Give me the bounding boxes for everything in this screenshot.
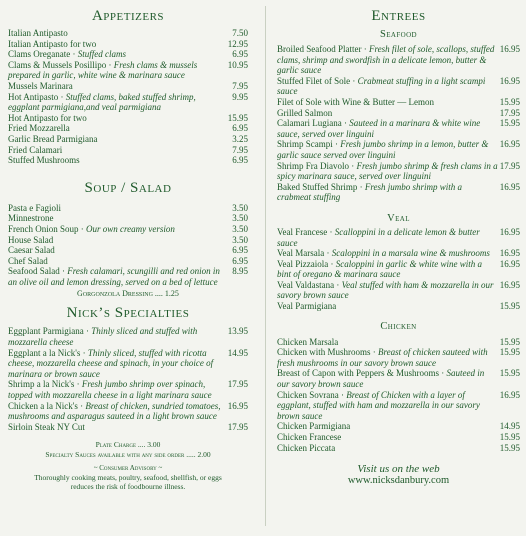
menu-item-price: 3.50: [232, 223, 248, 234]
separator: ·: [334, 279, 342, 290]
menu-item-name: Veal Valdastana: [277, 279, 335, 290]
menu-item: [277, 118, 520, 139]
menu-item-description: Breast of Chicken with a layer of eggplant, stuffed with ham and mozzarella in our savory brown sauce: [277, 389, 480, 421]
menu-item-description: Thinly sliced and stuffed with mozzarella cheese: [8, 326, 198, 348]
separator: ·: [83, 326, 92, 337]
menu-item-price: 16.95: [499, 75, 520, 86]
menu-item-name: Chicken a la Nick's: [8, 400, 78, 411]
menu-item-name: Sirloin Steak NY Cut: [8, 421, 85, 432]
menu-item: [277, 337, 520, 348]
menu-item-name: Caesar Salad: [8, 245, 55, 256]
menu-item: [8, 326, 248, 347]
right-column: [277, 0, 520, 486]
entrees-title: Entrees: [371, 8, 426, 24]
menu-item: [8, 422, 248, 433]
menu-item-price: 3.50: [232, 202, 248, 213]
menu-item-price: 17.95: [499, 160, 520, 171]
separator: ·: [327, 226, 335, 237]
menu-item: [277, 421, 520, 432]
menu-item: [8, 203, 248, 214]
menu-item: [8, 123, 248, 134]
menu-item: [277, 301, 520, 312]
chicken-list: [277, 337, 520, 454]
menu-item-name: Filet of Sole with Wine & Butter — Lemon: [277, 96, 434, 107]
menu-item-name: Chicken with Mushrooms: [277, 347, 371, 358]
separator: ·: [357, 181, 365, 192]
menu-item-description: Our own creamy version: [86, 223, 175, 234]
separator: ·: [328, 258, 336, 269]
menu-item-price: 15.95: [227, 112, 248, 123]
menu-item-name: Shrimp Scampi: [277, 139, 333, 150]
menu-item-price: 16.95: [499, 226, 520, 237]
chicken-title: Chicken: [380, 320, 417, 332]
menu-item-price: 6.95: [232, 255, 248, 266]
menu-item: [8, 28, 248, 39]
gorgonzola-note: Gorgonzola Dressing .... 1.25: [77, 289, 179, 299]
separator: ·: [361, 44, 369, 54]
menu-item: [277, 161, 520, 182]
menu-item-price: 16.95: [499, 248, 520, 259]
menu-item-price: 15.95: [499, 347, 520, 358]
menu-item-price: 16.95: [227, 400, 248, 411]
menu-item: [277, 139, 520, 160]
advisory-text: Thoroughly cooking meats, poultry, seafood, shellfish, or eggs reduces the risk of foodbourne illness.: [34, 473, 222, 492]
specialties-title: Nick’s Specialties: [66, 305, 190, 322]
menu-item: [8, 266, 248, 287]
menu-item-price: 7.50: [232, 28, 248, 38]
menu-item: [8, 245, 248, 256]
menu-item-name: Pasta e Fagioli: [8, 202, 61, 213]
menu-item-price: 6.95: [232, 123, 248, 134]
menu-item-price: 15.95: [499, 301, 520, 312]
menu-item-name: Fried Calamari: [8, 144, 63, 155]
separator: ·: [324, 248, 332, 259]
appetizers-list: [8, 28, 248, 166]
menu-item-price: 8.95: [232, 266, 248, 277]
separator: ·: [332, 139, 341, 150]
menu-item: [277, 280, 520, 301]
menu-item-name: Hot Antipasto for two: [8, 112, 87, 123]
menu-item-name: Chicken Piccata: [277, 442, 336, 453]
menu-item: [277, 347, 520, 368]
menu-item-name: French Onion Soup: [8, 223, 79, 234]
menu-item-description: Fresh filet of sole, scallops, stuffed clams, shrimp and swordfish in a delicate lemon, butter & garlic sauce: [277, 44, 495, 76]
menu-item-name: Minnestrone: [8, 213, 54, 224]
menu-item-description: Scalloppini in a delicate lemon & butter sauce: [277, 226, 480, 248]
menu-item-name: Italian Antipasto: [8, 28, 68, 38]
menu-item-price: 6.95: [232, 245, 248, 256]
menu-item: [8, 256, 248, 267]
menu-item-price: 15.95: [499, 442, 520, 453]
menu-item-name: Chicken Francese: [277, 432, 342, 442]
website-link[interactable]: www.nicksdanbury.com: [347, 475, 450, 487]
seafood-list: [277, 44, 520, 203]
menu-item-name: Stuffed Mushrooms: [8, 155, 80, 166]
appetizers-title: Appetizers: [91, 8, 165, 24]
menu-item-name: Breast of Capon with Peppers & Mushrooms: [277, 368, 439, 379]
separator: ·: [370, 347, 378, 358]
specialty-sauces: Specialty Sauces available with any side order ..... 2.00: [45, 450, 211, 460]
menu-item-name: Veal Pizzaiola: [277, 258, 329, 269]
column-divider: [265, 6, 266, 526]
menu-item-description: Sauteed in our savory brown sauce: [277, 368, 485, 390]
menu-item-description: Fresh jumbo shrimp with a crabmeat stuffing: [277, 181, 462, 203]
menu-item: [277, 182, 520, 203]
separator: ·: [74, 379, 82, 390]
menu-item-name: Veal Francese: [277, 226, 328, 237]
menu-item: [277, 368, 520, 389]
menu-item: [277, 97, 520, 108]
menu-item: [8, 92, 248, 113]
visit-web-text: Visit us on the web: [357, 463, 440, 476]
menu-item: [277, 76, 520, 97]
menu-item-name: Shrimp Fra Diavolo: [277, 160, 349, 171]
menu-item-description: Sauteed in a marinara & white wine sauce, served over linguini: [277, 118, 481, 139]
menu-item: [8, 155, 248, 166]
menu-item-price: 16.95: [499, 139, 520, 150]
veal-list: [277, 227, 520, 312]
menu-item: [8, 145, 248, 156]
menu-item-name: Veal Marsala: [277, 248, 325, 259]
menu-item-name: House Salad: [8, 234, 54, 245]
menu-item-price: 16.95: [499, 181, 520, 192]
menu-item-price: 3.25: [232, 133, 248, 144]
separator: ·: [77, 400, 86, 411]
menu-item-price: 16.95: [499, 44, 520, 54]
menu-item-description: Fresh jumbo shrimp in a lemon, butter & garlic sauce served over linguini: [277, 139, 489, 160]
menu-item-description: Fresh jumbo shrimp & fresh clams in a spicy marinara sauce, served over linguini: [277, 160, 498, 182]
menu-item-name: Chicken Sovrana: [277, 389, 339, 400]
separator: ·: [78, 223, 86, 234]
menu-item-price: 16.95: [499, 389, 520, 400]
menu-item-name: Fried Mozzarella: [8, 123, 70, 134]
menu-item-name: Shrimp a la Nick's: [8, 379, 75, 390]
menu-item: [8, 401, 248, 422]
menu-item: [277, 432, 520, 443]
separator: ·: [349, 160, 357, 171]
separator: ·: [80, 347, 88, 358]
menu-item-price: 3.50: [232, 213, 248, 224]
menu-item-description: Breast of chicken sauteed with fresh mushrooms in our savory brown sauce: [277, 347, 488, 368]
menu-item: [8, 81, 248, 92]
separator: ·: [439, 368, 447, 379]
menu-item-price: 14.95: [499, 421, 520, 432]
menu-item-name: Chicken Parmigiana: [277, 421, 351, 432]
menu-item-price: 6.95: [232, 49, 248, 60]
menu-item: [8, 235, 248, 246]
menu-item-price: 9.95: [232, 91, 248, 102]
menu-item-description: Scaloppini in garlic & white wine with a bint of oregano & marinara sauce: [277, 258, 482, 280]
menu-item-price: 7.95: [232, 80, 248, 91]
menu-item-price: 15.95: [499, 118, 520, 129]
menu-item-description: Crabmeat stuffing in a light scampi sauce: [277, 75, 486, 97]
menu-item-name: Hot Antipasto: [8, 91, 59, 102]
menu-item-description: Stuffed clams: [77, 49, 126, 60]
menu-item-description: Scaloppini in a marsala wine & mushrooms: [331, 248, 490, 259]
menu-item-name: Grilled Salmon: [277, 107, 333, 118]
menu-item-price: 7.95: [232, 144, 248, 155]
menu-item: [8, 213, 248, 224]
menu-item: [277, 44, 520, 76]
menu-item-price: 17.95: [227, 379, 248, 390]
separator: ·: [338, 389, 347, 400]
menu-item-name: Calamari Lugiana: [277, 118, 342, 129]
menu-item-price: 14.95: [227, 347, 248, 358]
menu-item: [8, 379, 248, 400]
menu-item: [277, 227, 520, 248]
separator: ·: [70, 49, 78, 60]
menu-item-name: Clams Oreganate: [8, 49, 71, 60]
menu-item: [8, 224, 248, 235]
menu-item-description: Thinly sliced, stuffed with ricotta cheese, mozzarella cheese and spinach, in your choice of marinara or brown sauce: [8, 347, 214, 379]
separator: ·: [106, 59, 114, 70]
separator: ·: [341, 118, 350, 129]
menu-item-price: 17.95: [227, 421, 248, 432]
menu-item-price: 15.95: [499, 96, 520, 107]
left-column: [8, 0, 248, 491]
menu-item-price: 3.50: [232, 234, 248, 245]
menu-item-name: Veal Parmigiana: [277, 301, 337, 312]
seafood-title: Seafood: [379, 29, 418, 40]
menu-item-name: Eggplant a la Nick's: [8, 347, 81, 358]
menu-item-name: Stuffed Filet of Sole: [277, 75, 351, 86]
menu-item-name: Seafood Salad: [8, 266, 60, 277]
menu-item: [8, 60, 248, 81]
menu-item: [8, 49, 248, 60]
menu-item: [277, 248, 520, 259]
menu-item: [277, 259, 520, 280]
menu-item-price: 15.95: [499, 368, 520, 379]
menu-item-description: Fresh clams & mussels prepared in garlic, white wine & marinara sauce: [8, 59, 198, 81]
menu-item: [8, 113, 248, 124]
menu-item-description: Stuffed clams, baked stuffed shrimp, eggplant parmigiana,and veal parmigiana: [8, 91, 196, 113]
menu-item: [8, 134, 248, 145]
menu-item-name: Clams & Mussels Posillipo: [8, 59, 107, 70]
menu-item-name: Broiled Seafood Platter: [277, 44, 362, 54]
menu-item-price: 15.95: [499, 336, 520, 347]
menu-item: [277, 443, 520, 454]
menu-item-name: Chef Salad: [8, 255, 48, 266]
menu-item-name: Baked Stuffed Shrimp: [277, 181, 358, 192]
menu-item: [277, 108, 520, 119]
menu-item-price: 16.95: [499, 279, 520, 290]
menu-item-name: Chicken Marsala: [277, 336, 339, 347]
menu-item-description: Fresh calamari, scungilli and red onion in an olive oil and lemon dressing, served on a bed of lettuce: [8, 266, 220, 287]
menu-item-description: Veal stuffed with ham & mozzarella in our savory brown sauce: [277, 279, 494, 301]
menu-item-price: 16.95: [499, 258, 520, 269]
menu-item-name: Eggplant Parmigiana: [8, 326, 84, 337]
advisory-title: ~ Consumer Advisory ~: [93, 464, 163, 473]
menu-item-price: 10.95: [227, 59, 248, 70]
specialties-list: [8, 326, 248, 432]
menu-item-price: 15.95: [499, 432, 520, 442]
veal-title: Veal: [387, 212, 410, 224]
menu-item-description: Fresh jumbo shrimp over spinach, topped with mozzarella cheese in a light marinara sauce: [8, 379, 212, 401]
menu-item: [8, 39, 248, 50]
separator: ·: [58, 91, 66, 102]
soup-salad-list: [8, 203, 248, 288]
menu-item-price: 6.95: [232, 155, 248, 166]
menu-item-name: Mussels Marinara: [8, 80, 73, 91]
menu-item-price: 13.95: [227, 326, 248, 337]
menu-item-price: 17.95: [499, 107, 520, 118]
separator: ·: [350, 75, 358, 86]
menu-item: [277, 390, 520, 422]
menu-item-price: 12.95: [227, 38, 248, 49]
menu-item-name: Garlic Bread Parmigiana: [8, 133, 98, 144]
plate-charge: Plate Charge .... 3.00: [95, 440, 161, 450]
menu-item: [8, 348, 248, 380]
separator: ·: [59, 266, 68, 277]
menu-item-name: Italian Antipasto for two: [8, 38, 97, 49]
menu-item-description: Breast of chicken, sundried tomatoes, mushrooms and asparagus sauteed in a light brown sauce: [8, 400, 221, 422]
soup-salad-title: Soup / Salad: [84, 179, 172, 196]
